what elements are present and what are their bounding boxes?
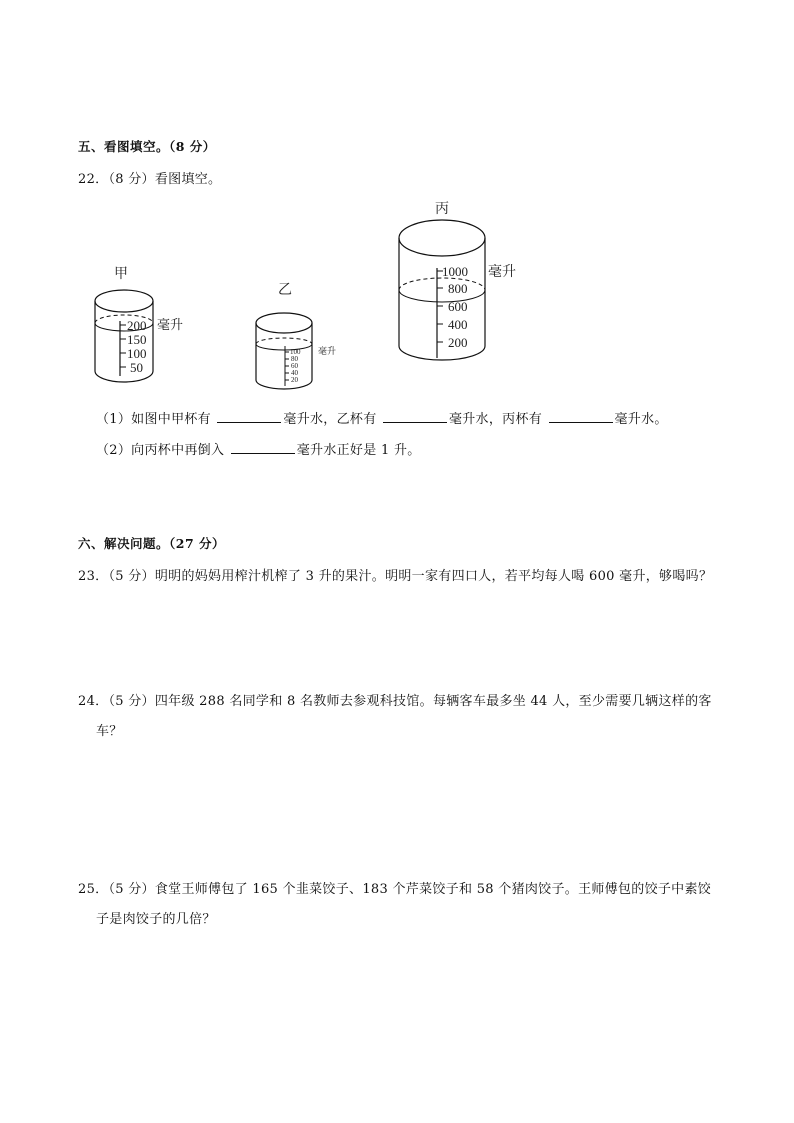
cup-jia bbox=[95, 266, 183, 382]
cup-jia-tick-50: 50 bbox=[130, 360, 143, 375]
q25-line2: 子是肉饺子的几倍？ bbox=[96, 912, 216, 927]
cup-bing-tick-200: 200 bbox=[448, 335, 468, 350]
cup-yi-label: 乙 bbox=[278, 283, 292, 298]
cup-bing-tick-800: 800 bbox=[448, 281, 468, 296]
cup-bing-tick-600: 600 bbox=[448, 299, 468, 314]
answer-blank-yi[interactable] bbox=[383, 410, 447, 423]
cup-yi-tick-60: 60 bbox=[291, 362, 298, 370]
section5-title: 五、看图填空。（8 分） bbox=[78, 139, 216, 154]
cup-bing-unit: 毫升 bbox=[488, 265, 516, 280]
answer-blank-jia[interactable] bbox=[217, 410, 281, 423]
q22-sub2-end: 毫升水正好是 1 升。 bbox=[296, 443, 421, 458]
q22-stem: 22．（8 分）看图填空。 bbox=[78, 172, 222, 187]
cup-bing-label: 丙 bbox=[435, 202, 449, 217]
q24-line2: 车？ bbox=[96, 724, 123, 739]
q24-line1: 24．（5 分）四年级 288 名同学和 8 名教师去参观科技馆。每辆客车最多坐 44 人，至少需要几辆这样的客 bbox=[78, 694, 712, 709]
cup-bing bbox=[399, 201, 516, 360]
cup-yi-tick-100: 100 bbox=[290, 348, 301, 356]
q22-sub1-mid2: 毫升水，丙杯有 bbox=[448, 412, 547, 427]
cup-jia-tick-100: 100 bbox=[127, 346, 147, 361]
cup-yi-tick-40: 40 bbox=[291, 369, 298, 377]
cup-bing-tick-400: 400 bbox=[448, 317, 468, 332]
q22-sub1-mid1: 毫升水，乙杯有 bbox=[283, 412, 381, 427]
q22-sub1-end: 毫升水。 bbox=[614, 412, 668, 427]
cup-yi bbox=[256, 283, 336, 389]
cup-jia-tick-150: 150 bbox=[127, 332, 147, 347]
measuring-cups-figure bbox=[80, 196, 540, 396]
cup-yi-tick-20: 20 bbox=[291, 376, 298, 384]
cup-yi-tick-80: 80 bbox=[291, 355, 298, 363]
answer-blank-pour[interactable] bbox=[231, 441, 295, 454]
cup-jia-tick-200: 200 bbox=[127, 318, 147, 333]
cup-jia-unit: 毫升 bbox=[157, 317, 184, 332]
section6-title: 六、解决问题。（27 分） bbox=[78, 536, 225, 551]
q22-sub2 bbox=[96, 439, 421, 458]
cup-bing-tick-1000: 1000 bbox=[442, 264, 468, 279]
q25-line1: 25．（5 分）食堂王师傅包了 165 个韭菜饺子、183 个芹菜饺子和 58 个猪肉饺子。王师傅包的饺子中素饺 bbox=[78, 882, 712, 897]
q22-sub2-prefix: （2）向丙杯中再倒入 bbox=[96, 443, 229, 458]
cup-jia-label: 甲 bbox=[114, 267, 128, 282]
q22-sub1-prefix: （1）如图中甲杯有 bbox=[96, 412, 216, 427]
q23: 23．（5 分）明明的妈妈用榨汁机榨了 3 升的果汁。明明一家有四口人，若平均每人喝 600 毫升，够喝吗？ bbox=[78, 569, 713, 584]
cup-yi-unit: 毫升 bbox=[318, 346, 337, 356]
answer-blank-bing[interactable] bbox=[549, 410, 613, 423]
q22-sub1 bbox=[96, 408, 668, 427]
